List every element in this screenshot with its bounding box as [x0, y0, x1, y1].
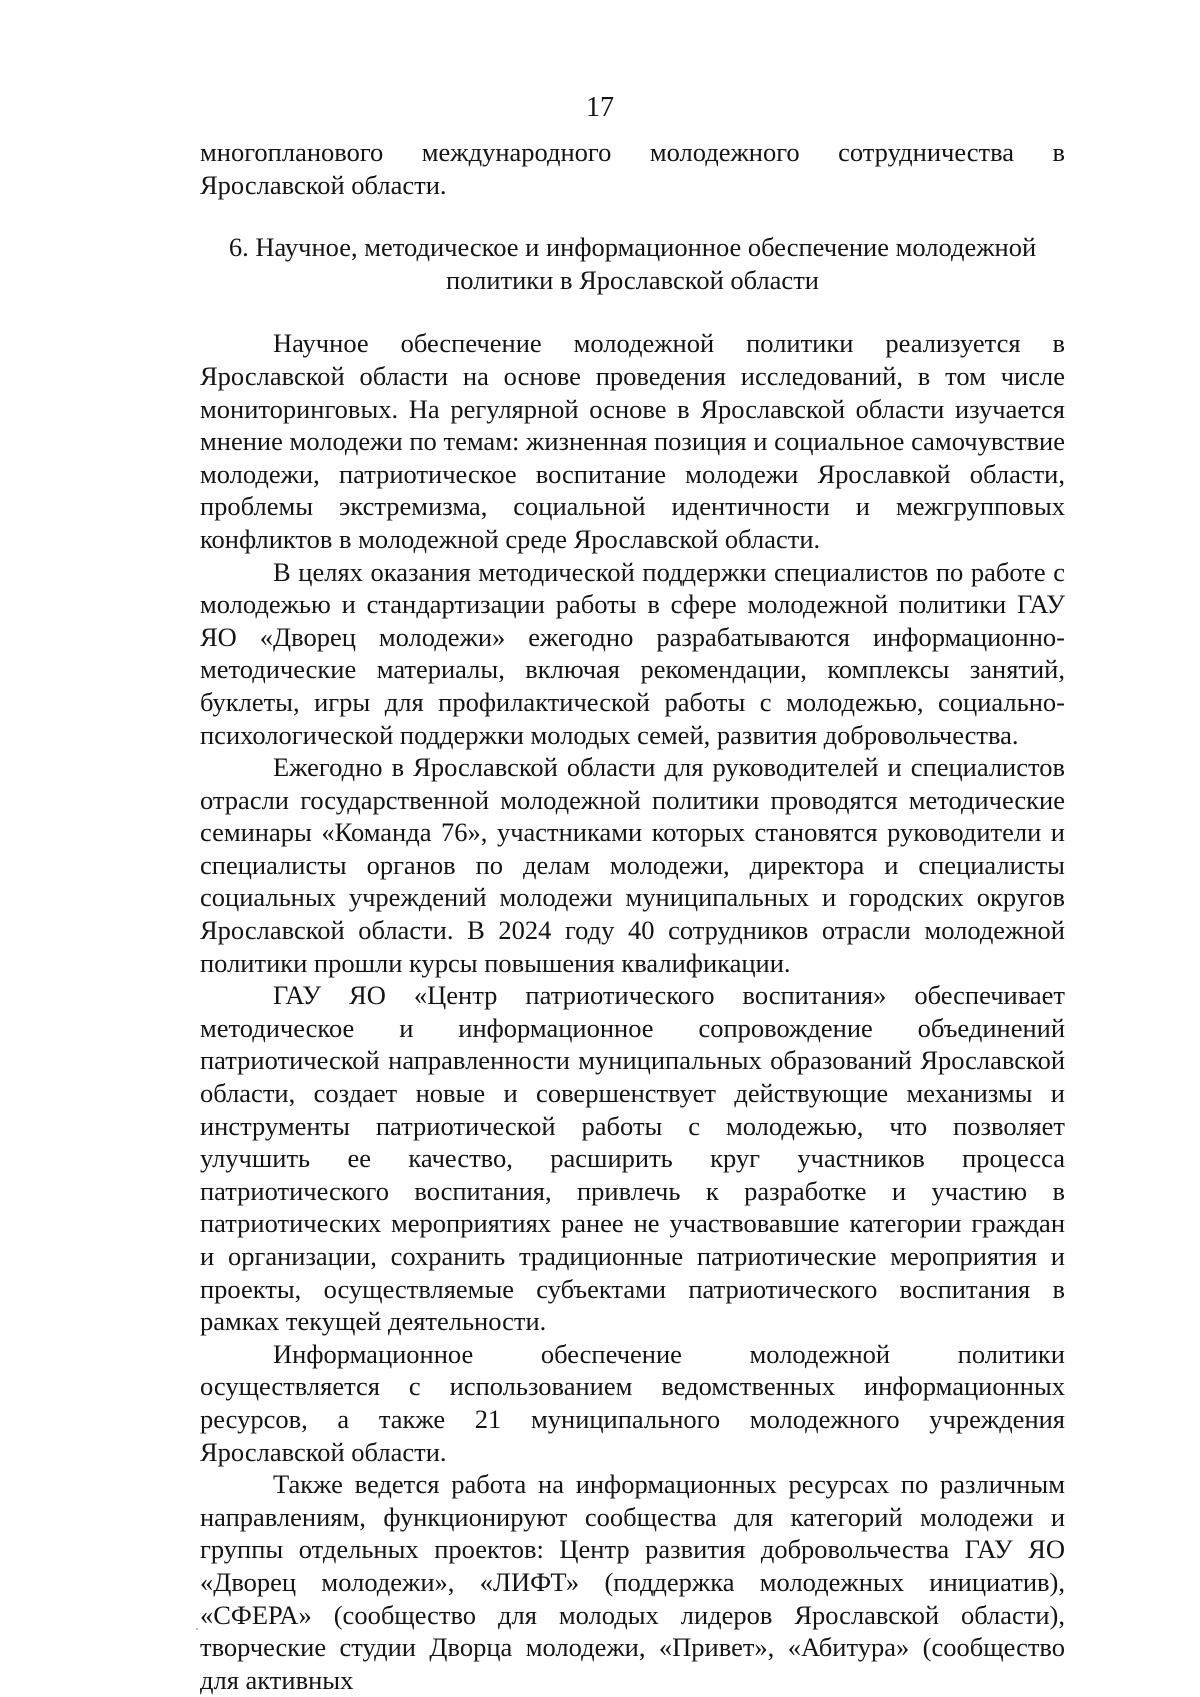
page-number: 17: [586, 92, 614, 123]
scan-speck: [196, 1628, 198, 1630]
paragraph-information-resources: Также ведется работа на информационных ресурсах по различным направлениям, функционируют сообщества для категорий молодежи и группы отдельных проектов: Центр развития добровольчества ГАУ ЯО «Дворец молодежи», «ЛИФТ» (поддержка молодежных инициатив), «СФЕРА» (сообщество для молодых лидеров Ярославской области), творческие студии Дворца молодежи, «Привет», «Абитура» (сообщество для активных: [200, 1469, 1065, 1695]
paragraph-scientific-support: Научное обеспечение молодежной политики реализуется в Ярославской области на основе проведения исследований, в том числе мониторинговых. На регулярной основе в Ярославской области изучается мнение молодежи по темам: жизненная позиция и социальное самочувствие молодежи, патриотическое воспитание молодежи Ярославкой области, проблемы экстремизма, социальной идентичности и межгрупповых конфликтов в молодежной среде Ярославской области.: [200, 328, 1065, 554]
paragraph-information-support: Информационное обеспечение молодежной политики осуществляется с использованием ведомственных информационных ресурсов, а также 21 муниципального молодежного учреждения Ярославской области.: [200, 1338, 1065, 1467]
document-body: [200, 136, 1065, 1696]
continued-paragraph: многопланового международного молодежного сотрудничества в Ярославской области.: [200, 137, 1065, 200]
section-heading: 6. Научное, методическое и информационное обеспечение молодежной политики в Ярославской области: [228, 232, 1037, 295]
paragraph-seminars: Ежегодно в Ярославской области для руководителей и специалистов отрасли государственной молодежной политики проводятся методические семинары «Команда 76», участниками которых становятся руководители и специалисты органов по делам молодежи, директора и специалисты социальных учреждений молодежи муниципальных и городских округов Ярославской области. В 2024 году 40 сотрудников отрасли молодежной политики прошли курсы повышения квалификации.: [200, 752, 1065, 978]
paragraph-patriotic-center: ГАУ ЯО «Центр патриотического воспитания» обеспечивает методическое и информационное сопровождение объединений патриотической направленности муниципальных образований Ярославской области, создает новые и совершенствует действующие механизмы и инструменты патриотической работы с молодежью, что позволяет улучшить ее качество, расширить круг участников процесса патриотического воспитания, привлечь к разработке и участию в патриотических мероприятиях ранее не участвовавшие категории граждан и организации, сохранить традиционные патриотические мероприятия и проекты, осуществляемые субъектами патриотического воспитания в рамках текущей деятельности.: [200, 980, 1065, 1337]
paragraph-methodical-support: В целях оказания методической поддержки специалистов по работе с молодежью и стандартизации работы в сфере молодежной политики ГАУ ЯО «Дворец молодежи» ежегодно разрабатываются информационно-методические материалы, включая рекомендации, комплексы занятий, буклеты, игры для профилактической работы с молодежью, социально-психологической поддержки молодых семей, развития добровольчества.: [200, 556, 1065, 750]
